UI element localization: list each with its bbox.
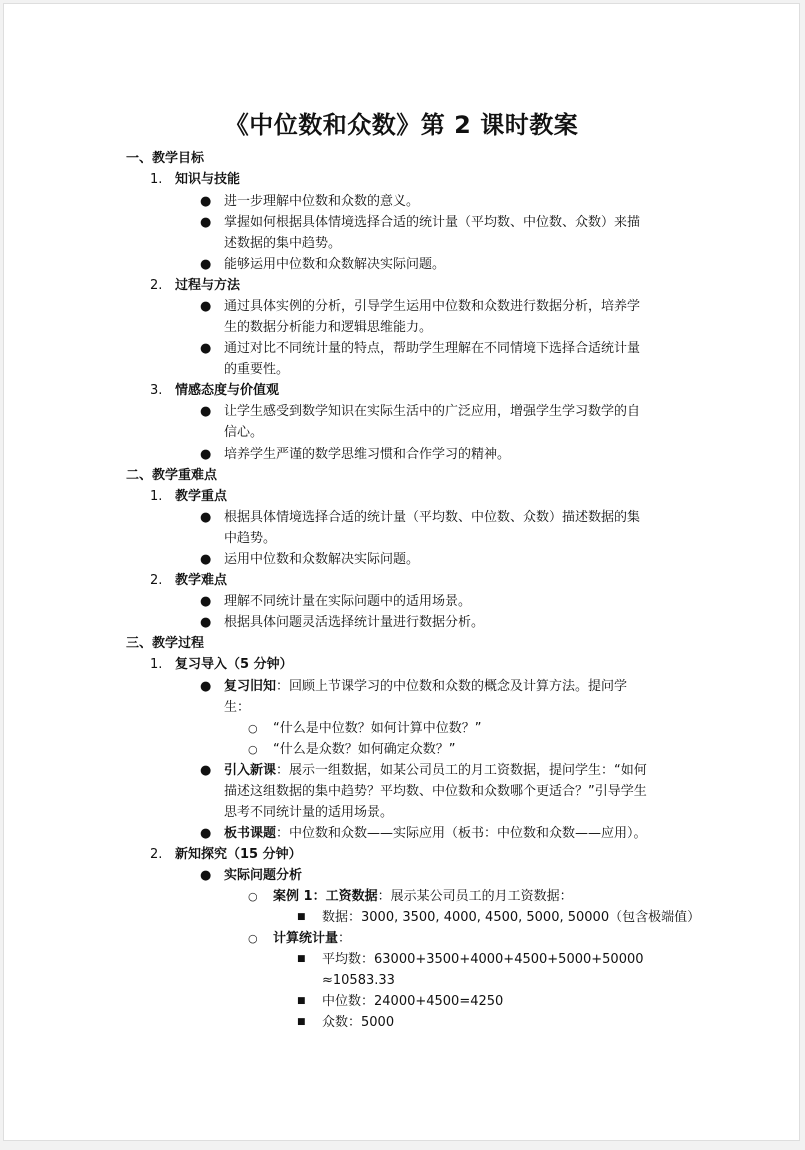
- bullet-icon: ●: [200, 215, 212, 230]
- inline-text: ：: [338, 931, 352, 946]
- list-item: 运用中位数和众数解决实际问题。: [224, 552, 420, 567]
- list-item: 数据：3000, 3500, 4000, 4500, 5000, 50000（包含极端值）: [322, 910, 701, 925]
- list-item: 进一步理解中位数和众数的意义。: [224, 194, 420, 209]
- list-number: 2.: [150, 278, 163, 293]
- inline-text: ：展示一组数据，如某公司员工的月工资数据，提问学生：“如何: [276, 763, 647, 778]
- subheading-teaching-difficulty: 教学难点: [175, 573, 228, 588]
- list-item: “什么是中位数？如何计算中位数？”: [273, 721, 482, 736]
- inline-text: ：展示某公司员工的月工资数据：: [377, 889, 573, 904]
- circle-bullet-icon: ○: [248, 932, 258, 945]
- circle-bullet-icon: ○: [248, 890, 258, 903]
- list-item: 众数：5000: [322, 1015, 395, 1030]
- bullet-icon: ●: [200, 552, 212, 567]
- inline-text: ：回顾上节课学习的中位数和众数的概念及计算方法。提问学: [276, 679, 628, 694]
- inline-text: ：中位数和众数——实际应用（板书：中位数和众数——应用）。: [276, 826, 647, 841]
- inline-label: 计算统计量: [273, 931, 339, 946]
- list-item: [224, 676, 627, 697]
- list-item: 掌握如何根据具体情境选择合适的统计量（平均数、中位数、众数）来描: [224, 215, 641, 230]
- list-item-continuation: ≈10583.33: [322, 973, 395, 988]
- list-item-continuation: 的重要性。: [224, 362, 290, 377]
- inline-label: 实际问题分析: [224, 868, 303, 883]
- list-item-continuation: 思考不同统计量的适用场景。: [224, 805, 394, 820]
- circle-bullet-icon: ○: [248, 743, 258, 756]
- list-item: [224, 760, 647, 781]
- inline-label: 板书课题: [224, 826, 277, 841]
- list-item-continuation: 信心。: [224, 425, 264, 440]
- section-heading-key-points: 二、教学重难点: [126, 468, 218, 483]
- list-item-continuation: 描述这组数据的集中趋势？平均数、中位数和众数哪个更适合？”引导学生: [224, 784, 647, 799]
- bullet-icon: ●: [200, 341, 212, 356]
- list-item: 通过对比不同统计量的特点，帮助学生理解在不同情境下选择合适统计量: [224, 341, 641, 356]
- inline-label: 案例 1：工资数据: [273, 889, 378, 904]
- square-bullet-icon: ■: [297, 912, 306, 922]
- square-bullet-icon: ■: [297, 954, 306, 964]
- list-item-continuation: 述数据的集中趋势。: [224, 236, 342, 251]
- list-item: 培养学生严谨的数学思维习惯和合作学习的精神。: [224, 447, 511, 462]
- bullet-icon: ●: [200, 299, 212, 314]
- list-item: 通过具体实例的分析，引导学生运用中位数和众数进行数据分析，培养学: [224, 299, 641, 314]
- list-item: 根据具体问题灵活选择统计量进行数据分析。: [224, 615, 485, 630]
- subheading-review-intro: 复习导入（5 分钟）: [175, 657, 293, 672]
- bullet-icon: ●: [200, 763, 212, 778]
- list-number: 2.: [150, 573, 163, 588]
- bullet-icon: ●: [200, 404, 212, 419]
- square-bullet-icon: ■: [297, 1017, 306, 1027]
- subheading-teaching-focus: 教学重点: [175, 489, 228, 504]
- bullet-icon: ●: [200, 826, 212, 841]
- list-item: 平均数：63000+3500+4000+4500+5000+50000: [322, 952, 644, 967]
- page-title: 《中位数和众数》第 2 课时教案: [224, 111, 579, 139]
- subheading-knowledge-skills: 知识与技能: [175, 172, 241, 187]
- subheading-attitude-values: 情感态度与价值观: [175, 383, 280, 398]
- list-item: 根据具体情境选择合适的统计量（平均数、中位数、众数）描述数据的集: [224, 510, 641, 525]
- bullet-icon: ●: [200, 510, 212, 525]
- bullet-icon: ●: [200, 257, 212, 272]
- list-item: 能够运用中位数和众数解决实际问题。: [224, 257, 446, 272]
- list-item: 中位数：24000+4500=4250: [322, 994, 504, 1009]
- list-item: [273, 928, 351, 949]
- section-heading-teaching-process: 三、教学过程: [126, 636, 205, 651]
- list-item: [224, 823, 647, 844]
- subheading-new-knowledge: 新知探究（15 分钟）: [175, 847, 302, 862]
- bullet-icon: ●: [200, 447, 212, 462]
- list-item: “什么是众数？如何确定众数？”: [273, 742, 456, 757]
- list-item: [273, 886, 573, 907]
- document-page: [3, 3, 800, 1141]
- list-number: 3.: [150, 383, 163, 398]
- list-item-continuation: 生的数据分析能力和逻辑思维能力。: [224, 320, 433, 335]
- list-number: 2.: [150, 847, 163, 862]
- list-item: 理解不同统计量在实际问题中的适用场景。: [224, 594, 472, 609]
- section-heading-objectives: 一、教学目标: [126, 151, 205, 166]
- inline-label: 复习旧知: [224, 679, 277, 694]
- bullet-icon: ●: [200, 868, 212, 883]
- inline-label: 引入新课: [224, 763, 277, 778]
- square-bullet-icon: ■: [297, 996, 306, 1006]
- list-number: 1.: [150, 172, 163, 187]
- bullet-icon: ●: [200, 594, 212, 609]
- list-number: 1.: [150, 657, 163, 672]
- list-item-continuation: 中趋势。: [224, 531, 277, 546]
- list-number: 1.: [150, 489, 163, 504]
- bullet-icon: ●: [200, 615, 212, 630]
- circle-bullet-icon: ○: [248, 722, 258, 735]
- bullet-icon: ●: [200, 194, 212, 209]
- list-item: 让学生感受到数学知识在实际生活中的广泛应用，增强学生学习数学的自: [224, 404, 641, 419]
- list-item-continuation: 生：: [224, 700, 251, 715]
- subheading-process-methods: 过程与方法: [175, 278, 241, 293]
- list-item: [224, 865, 302, 886]
- bullet-icon: ●: [200, 679, 212, 694]
